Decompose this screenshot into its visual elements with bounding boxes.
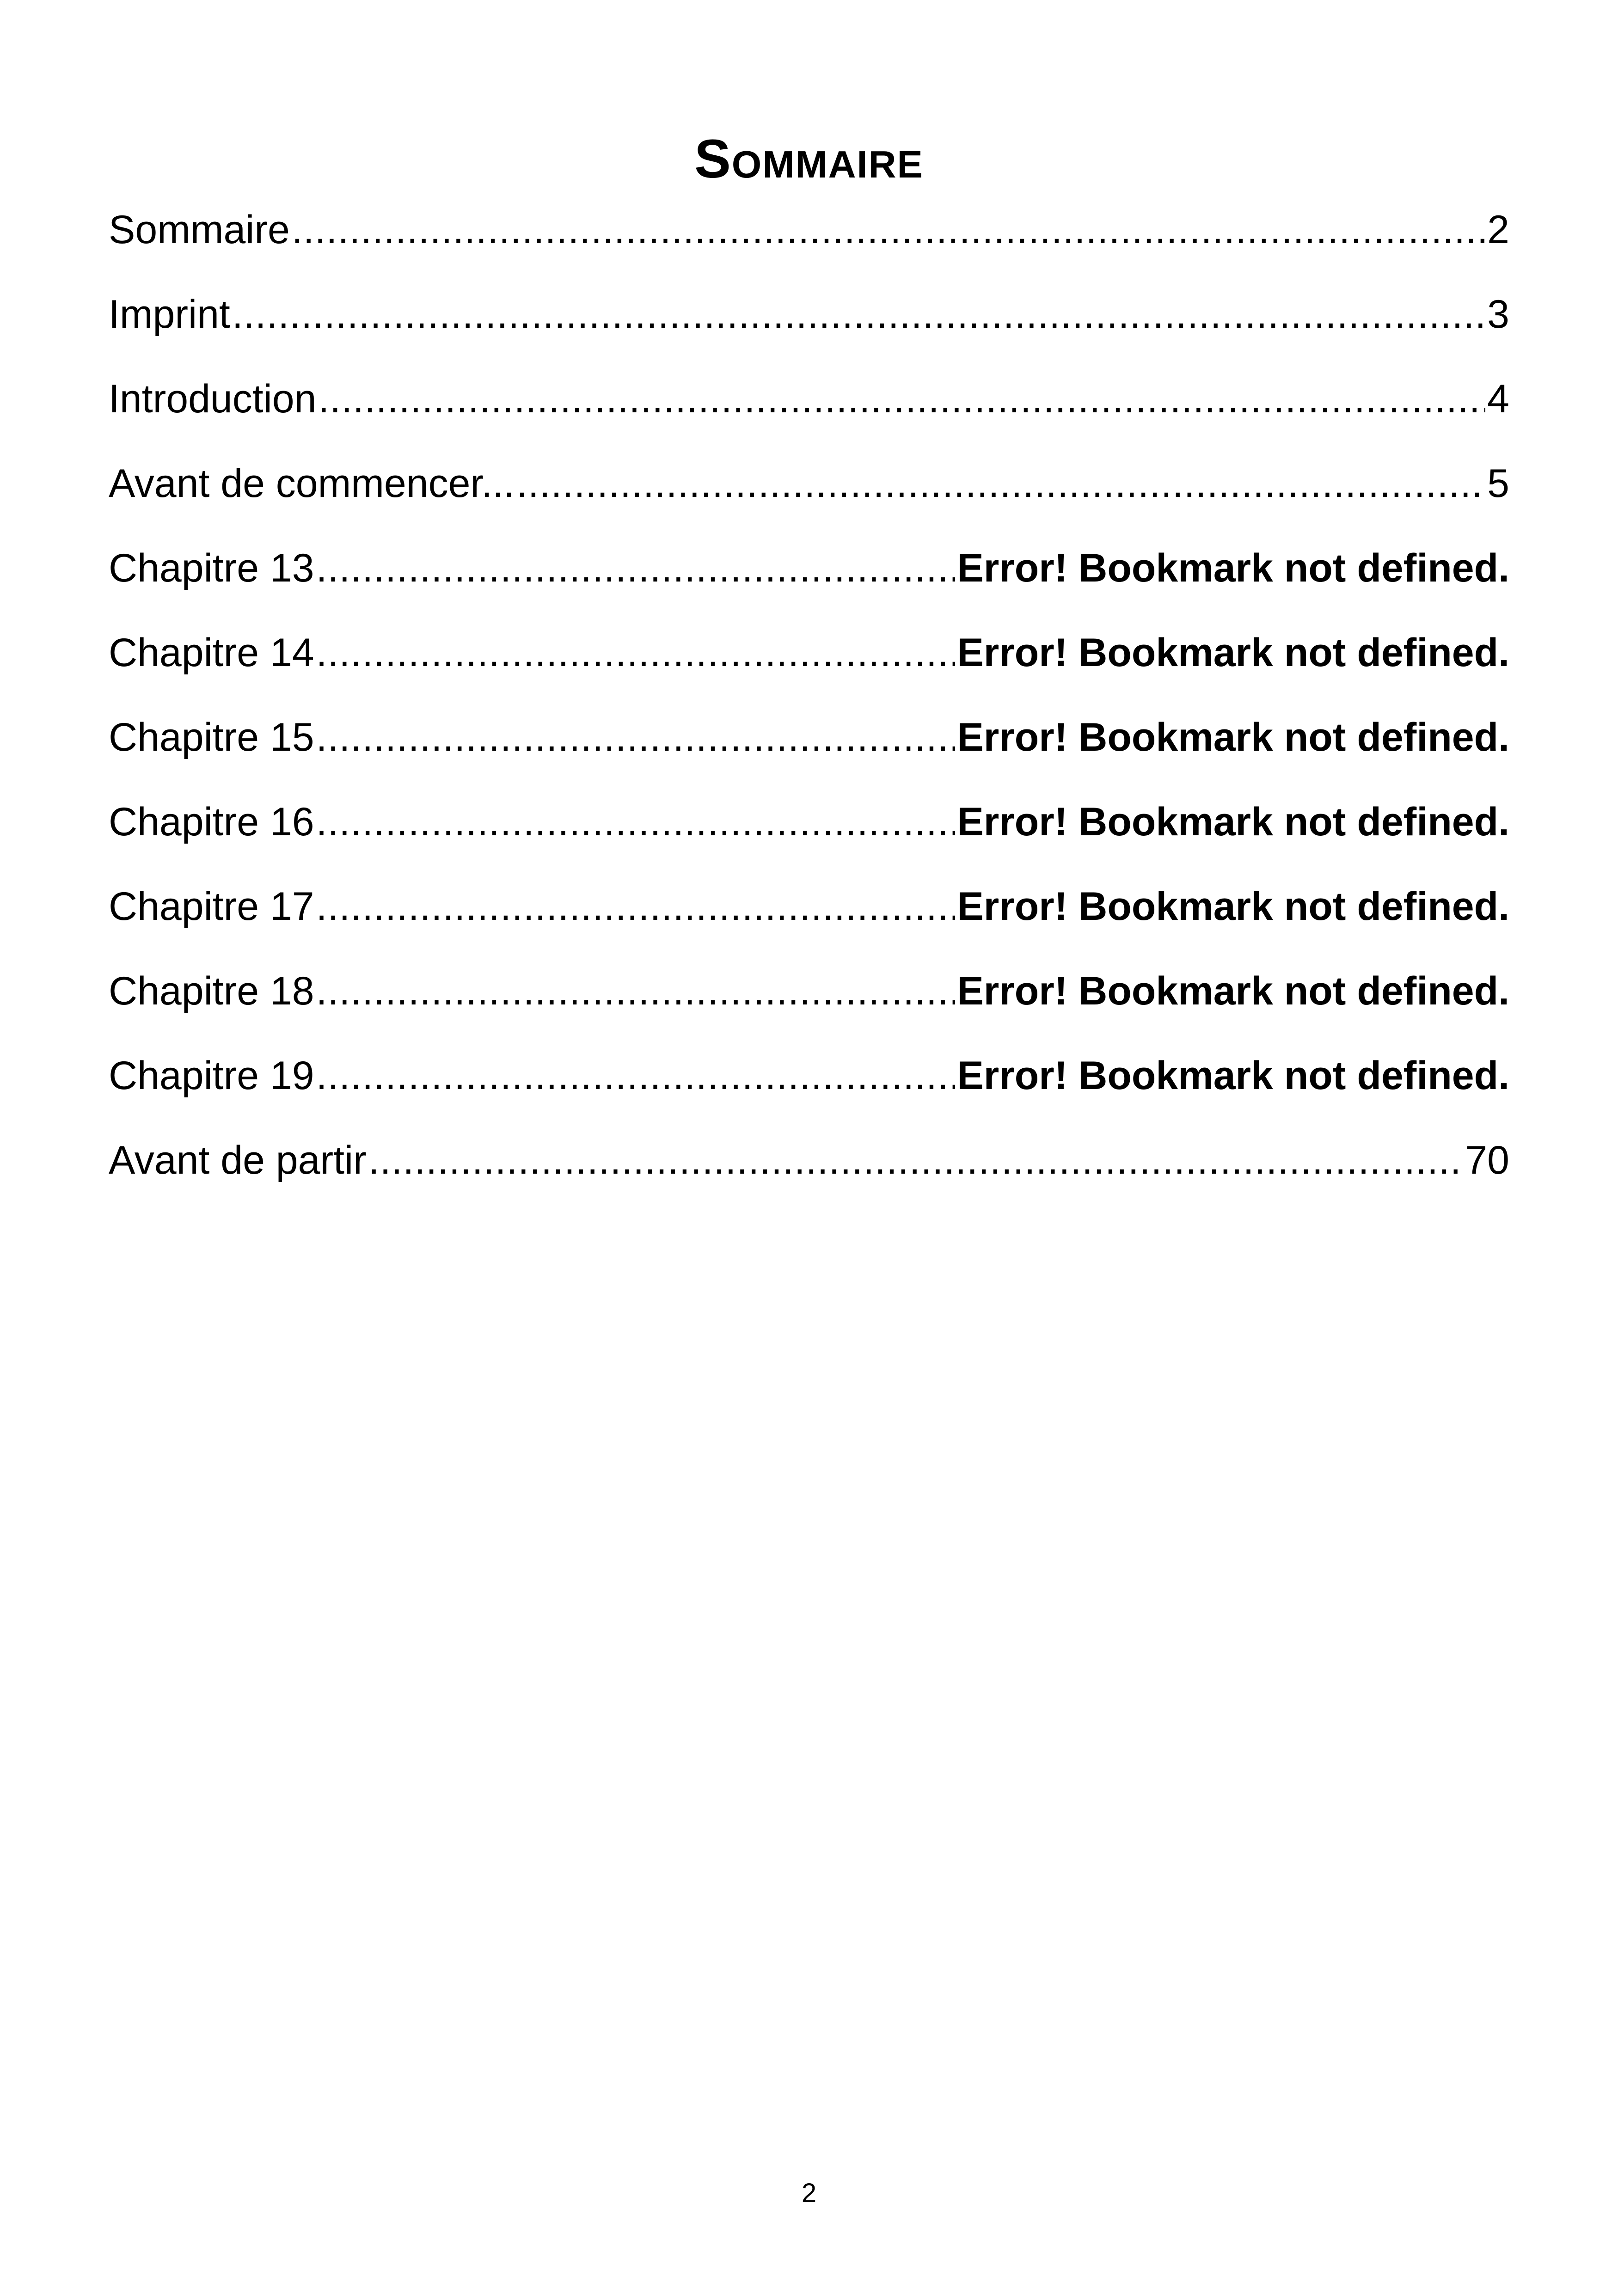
toc-entry-label: Chapitre 15 [109, 715, 314, 759]
toc-entry-label: Introduction [109, 377, 317, 421]
toc-entry[interactable] [109, 1130, 1509, 1215]
page-number: 2 [801, 2178, 817, 2208]
toc-dot-leader [516, 453, 1485, 514]
toc-dot-leader [292, 200, 1485, 260]
toc-entry-page: 2 [1487, 208, 1509, 252]
toc-entry-error: Error! Bookmark not defined. [957, 631, 1509, 675]
toc-entry-page: 70 [1465, 1138, 1509, 1182]
toc-entry-label: Chapitre 19 [109, 1053, 314, 1098]
toc-entry-label: Chapitre 16 [109, 800, 314, 844]
toc-entry-label: Chapitre 17 [109, 884, 314, 929]
toc-entry[interactable] [109, 961, 1509, 1046]
toc-entry-page: 4 [1487, 377, 1509, 421]
table-of-contents [109, 200, 1509, 1215]
toc-entry-error: Error! Bookmark not defined. [957, 800, 1509, 844]
toc-entry[interactable] [109, 792, 1509, 876]
toc-entry-label: Avant de commencer... [109, 461, 515, 506]
toc-entry[interactable] [109, 623, 1509, 707]
toc-entry-error: Error! Bookmark not defined. [957, 969, 1509, 1013]
toc-entry-label: Chapitre 13 [109, 546, 314, 590]
toc-entry[interactable] [109, 369, 1509, 453]
toc-dot-leader [316, 1046, 956, 1106]
toc-entry-label: Sommaire [109, 208, 290, 252]
toc-dot-leader [368, 1130, 1464, 1190]
toc-dot-leader [316, 707, 956, 767]
toc-entry-label: Avant de partir [109, 1138, 367, 1182]
toc-entry[interactable] [109, 453, 1509, 538]
toc-entry-error: Error! Bookmark not defined. [957, 884, 1509, 929]
page-title: Sommaire [694, 129, 924, 190]
toc-entry-label: Imprint [109, 292, 230, 337]
toc-entry-error: Error! Bookmark not defined. [957, 1053, 1509, 1098]
toc-entry[interactable] [109, 200, 1509, 284]
toc-entry-error: Error! Bookmark not defined. [957, 715, 1509, 759]
toc-entry-label: Chapitre 14 [109, 631, 314, 675]
toc-dot-leader [232, 284, 1485, 344]
toc-entry[interactable] [109, 284, 1509, 369]
toc-dot-leader [316, 876, 956, 937]
toc-dot-leader [316, 538, 956, 598]
toc-entry[interactable] [109, 538, 1509, 623]
toc-entry[interactable] [109, 1046, 1509, 1130]
toc-dot-leader [316, 623, 956, 683]
toc-dot-leader [316, 961, 956, 1021]
toc-entry-label: Chapitre 18 [109, 969, 314, 1013]
toc-dot-leader [318, 369, 1485, 429]
toc-entry-page: 5 [1487, 461, 1509, 506]
toc-entry[interactable] [109, 707, 1509, 792]
toc-entry-error: Error! Bookmark not defined. [957, 546, 1509, 590]
toc-dot-leader [316, 792, 956, 852]
toc-entry-page: 3 [1487, 292, 1509, 337]
toc-entry[interactable] [109, 876, 1509, 961]
